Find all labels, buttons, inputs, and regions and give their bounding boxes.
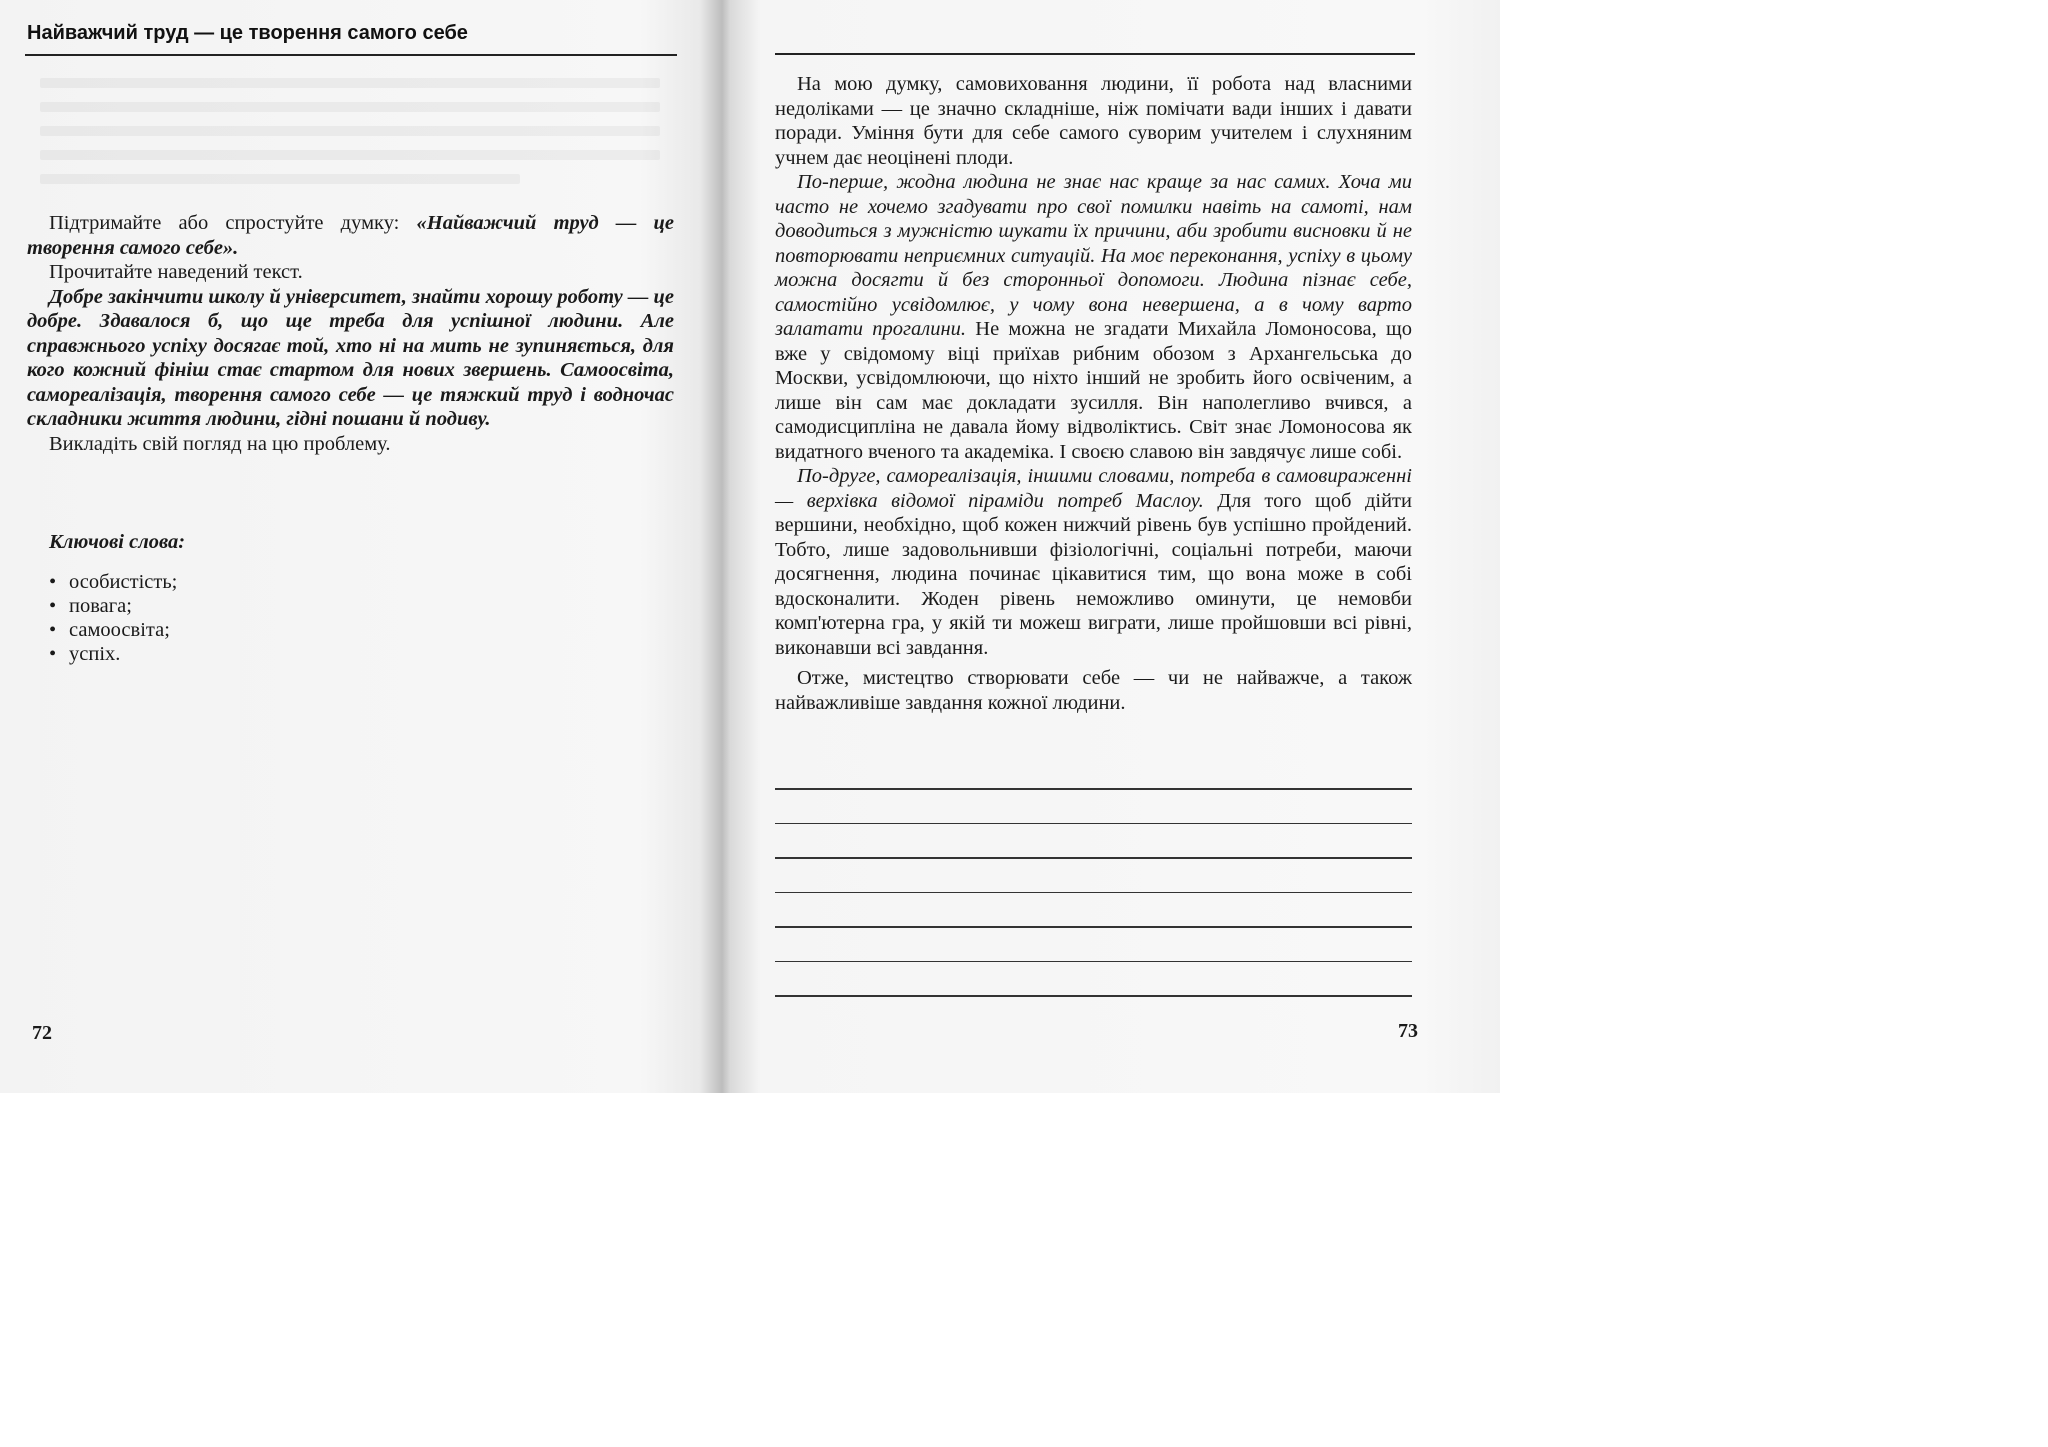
writing-line (775, 857, 1412, 859)
writing-lines (775, 788, 1412, 1030)
bleed-through (40, 174, 520, 184)
keyword-item: • успіх. (49, 642, 177, 666)
left-page (0, 0, 720, 1093)
page-number-right: 73 (1398, 1020, 1418, 1042)
keyword-item: • самоосвіта; (49, 618, 177, 642)
keyword-item: • повага; (49, 594, 177, 618)
read-instruction: Прочитайте наведений текст. (49, 261, 303, 283)
keywords-list (49, 570, 177, 666)
keywords-heading: Ключові слова: (49, 531, 186, 553)
task-intro-paragraph (27, 211, 674, 260)
header-rule (25, 54, 677, 56)
state-view-instruction: Викладіть свій погляд на цю проблему. (49, 432, 391, 455)
keyword-item: • особистість; (49, 570, 177, 594)
essay-paragraph-3-regular: Для того щоб дійти вершини, необхідно, щоб кожен нижчий рівень був успішно пройдений. Тобто, лише задовольнивши фізіологічні, соціальні потреби, маючи досягнення, людина починає цікавитися тим, що вона може в собі вдосконалити. Жоден рівень неможливо оминути, це немовби комп'ютерна гра, у якій ти можеш виграти, лише пройшовши всі рівні, виконавши всі завдання. (775, 489, 1412, 659)
essay-paragraph-1: На мою думку, самовиховання людини, її робота над власними недоліками — це значно складніше, ніж помічати вади інших і давати поради. Уміння бути для себе самого суворим учителем і слухняним учнем дає неоцінені плоди. (775, 73, 1412, 169)
bleed-through (40, 102, 660, 112)
quote-text: Добре закінчити школу й університет, знайти хорошу роботу — це добре. Здавалося б, що ще треба для успішної людини. Але справжнього успіху досягає той, хто ні на мить не зупиняється, для кого кожний фініш стає стартом для нових звершень. Самоосвіта, самореалізація, творення самого себе — це тяжкий труд і водночас складники життя людини, гідні пошани й подиву. (27, 285, 674, 430)
essay-paragraph-2-regular: Не можна не згадати Михайла Ломоносова, що вже у свідомому віці приїхав рибним обозом з Архангельська до Москви, усвідомлюючи, що ніхто інший не зробить його освіченим, а лише він сам має докладати зусилля. Він наполегливо вчився, а самодисципліна не давала йому відволіктись. Світ знає Ломоносова як видатного вченого та академіка. І своєю славою він завдячує лише собі. (775, 318, 1412, 463)
bleed-through (40, 150, 660, 160)
essay-paragraph-2 (775, 170, 1412, 464)
task-quote: «Найважчий труд — це творення самого себе». (27, 212, 675, 259)
header-rule (775, 53, 1415, 55)
task-block (27, 211, 674, 456)
bleed-through (40, 126, 660, 136)
essay-paragraph-3 (775, 464, 1412, 660)
writing-line (775, 892, 1412, 894)
writing-line (775, 788, 1412, 790)
writing-line (775, 961, 1412, 963)
writing-line (775, 823, 1412, 825)
bleed-through (40, 78, 660, 88)
essay-paragraph-3-italic: По-друге, самореалізація, іншими словами, потреба в самовираженні — верхівка відомої піраміди потреб Маслоу. (775, 465, 1412, 512)
right-page (730, 0, 1500, 1093)
running-title: Найважчий труд — це творення самого себе (27, 22, 468, 44)
essay-paragraph-2-italic: По-перше, жодна людина не знає нас краще за нас самих. Хоча ми часто не хочемо згадувати про свої помилки навіть на самоті, нам доводиться з мужністю шукати їх причини, аби зробити висновки й не повторювати неприємних ситуацій. На моє переконання, успіху в цьому можна досягти й без сторонньої допомоги. Людина пізнає себе, самостійно усвідомлює, у чому вона невершена, а в чому варто залатати прогалини. (775, 171, 1412, 340)
task-intro: Підтримайте або спростуйте думку: (49, 212, 417, 234)
essay-text (775, 72, 1412, 715)
page-number-left: 72 (32, 1022, 52, 1044)
writing-line (775, 926, 1412, 928)
writing-line (775, 995, 1412, 997)
essay-paragraph-4: Отже, мистецтво створювати себе — чи не найважче, а також найважливіше завдання кожної людини. (775, 667, 1412, 714)
